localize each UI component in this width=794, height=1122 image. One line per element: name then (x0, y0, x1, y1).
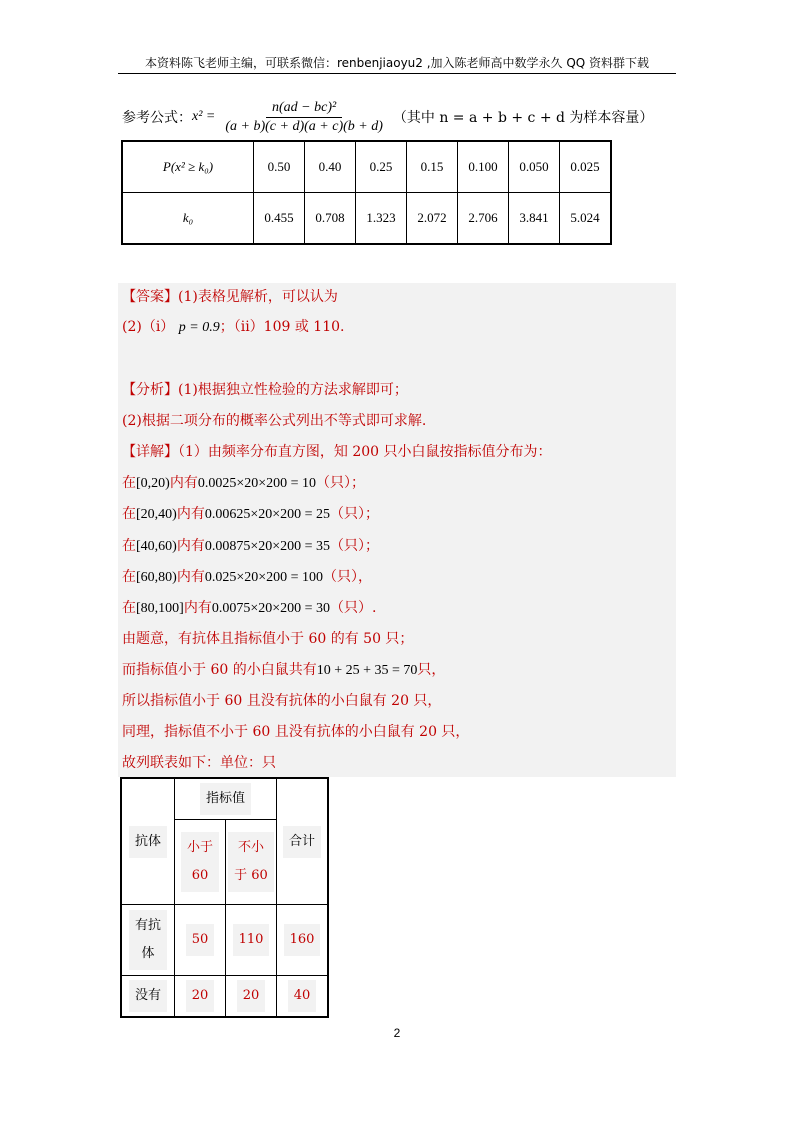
detail-line: 故列联表如下：单位：只 (122, 755, 276, 771)
row-no-label: 没有 (129, 980, 167, 1012)
value: 20 (186, 980, 215, 1012)
page-header: 本资料陈飞老师主编，可联系微信：renbenjiaoyu2 ,加入陈老师高中数学永久 QQ 资料群下载 (144, 56, 650, 70)
table-cell: 0.050 (509, 141, 560, 193)
table-cell: 0.025 (560, 141, 612, 193)
value: 110 (233, 924, 270, 956)
text: 小于 (186, 840, 213, 855)
header-ge60 (228, 832, 274, 892)
table-row (122, 193, 611, 245)
table-cell (277, 778, 329, 905)
table-cell: 2.706 (458, 193, 509, 245)
math: 0.00625×20×200 = 25 (204, 507, 331, 522)
header-lt60 (181, 832, 219, 892)
value: 40 (288, 980, 317, 1012)
formula-label: 参考公式： (122, 110, 192, 126)
detail-line: 所以指标值小于 60 且没有抗体的小白鼠有 20 只， (122, 693, 442, 709)
text: 体 (141, 946, 155, 961)
answer-line: 【答案】(1)表格见解析，可以认为 (122, 289, 338, 305)
math: 10 + 25 + 35 = 70 (316, 663, 418, 678)
table-cell (226, 976, 277, 1018)
reference-formula (122, 95, 653, 139)
math: 0.025×20×200 = 100 (204, 570, 324, 585)
interval-line (122, 535, 379, 555)
math: 0.0075×20×200 = 30 (211, 601, 331, 616)
text: 而指标值小于 60 的小白鼠共有 (122, 662, 317, 678)
text: （只）， (323, 569, 373, 585)
table-row (121, 976, 328, 1018)
table-row (121, 905, 328, 976)
page-number: 2 (393, 1026, 401, 1040)
value: 50 (186, 924, 215, 956)
header-total: 合计 (283, 826, 321, 858)
interval: [0,20) (136, 476, 170, 491)
math-expr: p = 0.9 (178, 320, 220, 335)
header-index: 指标值 (200, 783, 251, 815)
answer-line-2 (122, 316, 344, 336)
table-cell: 2.072 (407, 193, 458, 245)
text: 60 (191, 868, 209, 883)
contingency-table (120, 777, 329, 1018)
table-cell: 0.708 (305, 193, 356, 245)
detail-line: 由题意，有抗体且指标值小于 60 的有 50 只； (122, 631, 414, 647)
header-rule (118, 73, 676, 74)
text: （只）； (316, 475, 366, 491)
table-cell: 0.40 (305, 141, 356, 193)
text: （只）. (330, 600, 377, 616)
text: 只， (417, 662, 446, 678)
text: 在 (122, 475, 136, 491)
table-cell: 0.25 (356, 141, 407, 193)
table-cell: 0.455 (254, 193, 305, 245)
text: 内有 (176, 569, 205, 585)
formula-numerator: n(ad − bc)² (266, 100, 342, 118)
table-cell (175, 820, 226, 905)
table-cell: 1.323 (356, 193, 407, 245)
text: 内有 (176, 506, 205, 522)
text: (2)（i） (122, 319, 175, 335)
interval: [80,100] (136, 601, 184, 616)
table-cell (277, 976, 329, 1018)
table-row (121, 778, 328, 820)
analysis-line: (2)根据二项分布的概率公式列出不等式即可求解. (122, 413, 427, 429)
row-yes-label (129, 910, 167, 970)
math: 0.00875×20×200 = 35 (204, 539, 331, 554)
text: （只）； (330, 506, 380, 522)
math: 0.0025×20×200 = 10 (197, 476, 317, 491)
table-cell (175, 905, 226, 976)
text: ；（ii）109 或 110. (219, 319, 345, 335)
text: （只）； (330, 538, 380, 554)
text: 内有 (183, 600, 212, 616)
table-cell (121, 778, 175, 905)
table-row (122, 141, 611, 193)
formula-denominator: (a + b)(c + d)(a + c)(b + d) (225, 118, 383, 134)
interval-line (122, 566, 372, 586)
interval-line (122, 472, 365, 492)
table-cell (175, 976, 226, 1018)
table-cell (121, 976, 175, 1018)
table-cell: 0.15 (407, 141, 458, 193)
table-cell: k₀ (122, 193, 254, 245)
text: 在 (122, 600, 136, 616)
text: 在 (122, 506, 136, 522)
table-cell: 0.50 (254, 141, 305, 193)
text: 内有 (176, 538, 205, 554)
detail-line (122, 659, 445, 679)
math (179, 320, 220, 335)
interval-line (122, 503, 379, 523)
text: 有抗 (134, 918, 161, 933)
value: 160 (284, 924, 321, 956)
probability-table (121, 140, 612, 245)
header-antibody: 抗体 (129, 826, 167, 858)
table-cell (226, 905, 277, 976)
table-cell: 0.100 (458, 141, 509, 193)
value: 20 (237, 980, 266, 1012)
table-cell: 5.024 (560, 193, 612, 245)
formula-fraction (221, 100, 387, 135)
text: 在 (122, 538, 136, 554)
table-cell (226, 820, 277, 905)
formula-lhs: x² = (192, 109, 216, 124)
text: 不小 (237, 840, 264, 855)
table-cell: P(x² ≥ k₀) (122, 141, 254, 193)
interval: [60,80) (136, 570, 177, 585)
text: 在 (122, 569, 136, 585)
interval: [20,40) (136, 507, 177, 522)
table-cell (175, 778, 277, 820)
detail-line: 同理，指标值不小于 60 且没有抗体的小白鼠有 20 只， (122, 724, 470, 740)
text: 于 60 (234, 868, 268, 883)
table-cell (277, 905, 329, 976)
interval-line (122, 597, 376, 617)
table-cell (121, 905, 175, 976)
detail-line: 【详解】（1）由频率分布直方图，知 200 只小白鼠按指标值分布为： (122, 444, 552, 460)
analysis-line: 【分析】(1)根据独立性检验的方法求解即可； (122, 382, 408, 398)
interval: [40,60) (136, 539, 177, 554)
table-cell: 3.841 (509, 193, 560, 245)
text: 内有 (169, 475, 198, 491)
formula-note: （其中 n = a + b + c + d 为样本容量） (392, 110, 654, 126)
